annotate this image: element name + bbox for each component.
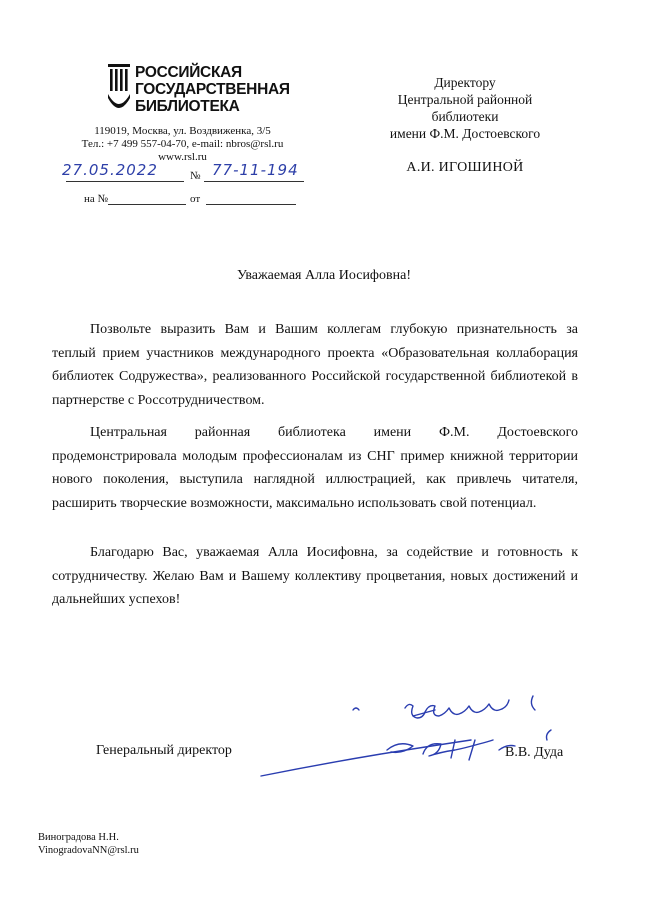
org-name-line3: БИБЛИОТЕКА (135, 98, 240, 115)
salutation: Уважаемая Алла Иосифовна! (236, 268, 411, 283)
org-contacts: Тел.: +7 499 557-04-70, e-mail: nbros@rsl.ru (81, 138, 284, 150)
recipient-name: А.И. ИГОШИНОЙ (406, 160, 524, 175)
ref-number-underline (108, 204, 186, 205)
org-name-line1: РОССИЙСКАЯ (135, 64, 242, 81)
registration-date: 27.05.2022 (62, 161, 158, 179)
body-paragraph-1: Позвольте выразить Вам и Вашим коллегам глубокую признательность за теплый прием участников международного проекта «Образовательная коллаборация библиотек Содружества», реализованного Российской государственной библиотекой в партнерстве с Россотрудничеством. (52, 322, 578, 408)
recipient-org-line3: имени Ф.М. Достоевского (389, 126, 541, 141)
letterhead-logo (107, 64, 290, 124)
ref-date-label: от (190, 193, 201, 205)
body-paragraph-3: Благодарю Вас, уважаемая Алла Иосифовна, за содействие и готовность к сотрудничеству. Желаю Вам и Вашему коллективу процветания, новых достижений и дальнейших успехов! (52, 545, 578, 608)
ref-date-underline (206, 204, 296, 205)
author-email: VinogradovaNN@rsl.ru (38, 845, 139, 856)
org-name-line2: ГОСУДАРСТВЕННАЯ (135, 81, 290, 98)
body-paragraph-2: Центральная районная библиотека имени Ф.М. Достоевского продемонстрировала молодым профессионалам из СНГ пример книжной территории нового поколения, выступила наглядной иллюстрацией, как привлечь читателя, расширить творческие возможности, максимально использовать свой потенциал. (52, 425, 578, 511)
library-columns-icon (107, 64, 131, 118)
recipient-position: Директору (434, 75, 496, 90)
ref-number-label: на № (84, 193, 109, 205)
org-address: 119019, Москва, ул. Воздвиженка, 3/5 (94, 125, 271, 137)
signer-title: Генеральный директор (96, 743, 232, 758)
signer-name: В.В. Дуда (505, 745, 564, 760)
number-underline (204, 181, 304, 182)
org-website: www.rsl.ru (158, 151, 207, 163)
date-underline (66, 181, 184, 182)
author-name: Виноградова Н.Н. (38, 832, 119, 843)
handwritten-signature (255, 690, 575, 790)
registration-number: 77-11-194 (212, 161, 299, 179)
recipient-org-line2: библиотеки (431, 109, 499, 124)
number-prefix: № (190, 170, 201, 182)
recipient-org-line1: Центральной районной (397, 92, 533, 107)
